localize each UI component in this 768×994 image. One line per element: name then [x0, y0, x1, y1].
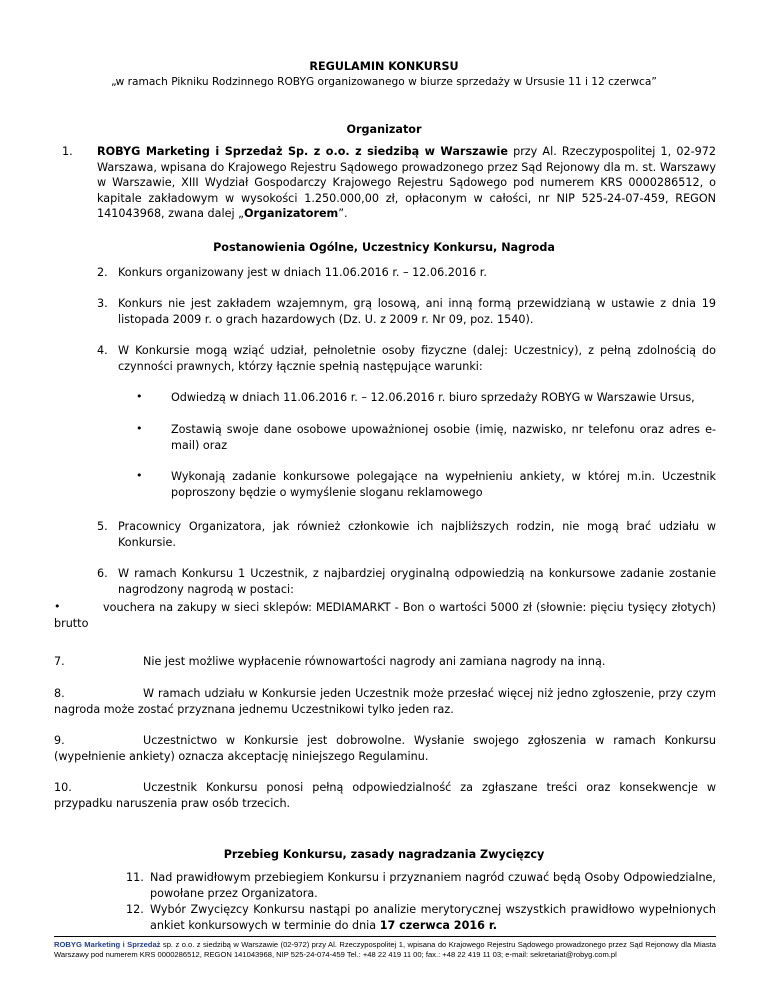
item-12-date: 17 czerwca 2016 r.: [379, 918, 498, 932]
condition-item-3: Wykonają zadanie konkursowe polegające na wypełnieniu ankiety, w której m.in. Uczestnik poproszony będzie o wymyślenie sloganu reklamowego: [171, 470, 716, 499]
bullet-icon: •: [136, 469, 143, 482]
item-10-text: Uczestnik Konkursu ponosi pełną odpowiedzialność za zgłaszane treści oraz konsekwencje w przypadku naruszenia praw osób trzecich.: [54, 781, 716, 810]
item-5-number: 5.: [97, 520, 108, 533]
item-1-organizator: Organizatorem: [243, 207, 339, 220]
item-1-end: ”.: [338, 207, 348, 220]
item-7-number: 7.: [54, 655, 65, 668]
item-6-text: W ramach Konkursu 1 Uczestnik, z najbardziej oryginalną odpowiedzią na konkursowe zadanie zostanie nagrodzony nagrodą w postaci:: [118, 567, 716, 596]
heading-organizator: Organizator: [346, 123, 422, 136]
item-12-body: Wybór Zwycięzcy Konkursu nastąpi po analizie merytorycznej wszystkich prawidłowo wypełnionych ankiet konkursowych w terminie do dnia: [150, 903, 716, 932]
bullet-icon: •: [54, 600, 61, 613]
item-10-number: 10.: [54, 781, 72, 794]
item-12-text: [150, 902, 716, 933]
item-6-number: 6.: [97, 567, 108, 580]
item-4-number: 4.: [97, 344, 108, 357]
item-2-number: 2.: [97, 266, 108, 279]
item-7-text: Nie jest możliwe wypłacenie równowartości nagrody ani zamiana nagrody na inną.: [143, 655, 606, 668]
item-1-text: [97, 144, 716, 222]
item-9-text: Uczestnictwo w Konkursie jest dobrowolne. Wysłanie swojego zgłoszenia w ramach Konkursu (wypełnienie ankiety) oznacza akceptację niniejszego Regulaminu.: [54, 734, 716, 763]
item-8-text: W ramach udziału w Konkursie jeden Uczestnik może przesłać więcej niż jedno zgłoszenie, przy czym nagroda może zostać przyznana jednemu Uczestnikowi tylko jeden raz.: [54, 687, 716, 716]
item-4-text: W Konkursie mogą wziąć udział, pełnoletnie osoby fizyczne (dalej: Uczestnicy), z pełną zdolnością do czynności prawnych, którzy łącznie spełnią następujące warunki:: [118, 344, 716, 373]
document-subtitle: „w ramach Pikniku Rodzinnego ROBYG organizowanego w biurze sprzedaży w Ursusie 11 i 12 czerwca”: [111, 76, 657, 88]
heading-postanowienia: Postanowienia Ogólne, Uczestnicy Konkursu, Nagroda: [213, 241, 555, 254]
footer-company: ROBYG Marketing i Sprzedaż: [54, 940, 161, 949]
item-5-text: Pracownicy Organizatora, jak również członkowie ich najbliższych rodzin, nie mogą brać udziału w Konkursie.: [118, 520, 716, 549]
item-3-text: Konkurs nie jest zakładem wzajemnym, grą losową, ani inną formą przewidzianą w ustawie z dnia 19 listopada 2009 r. o grach hazardowych (Dz. U. z 2009 r. Nr 09, poz. 1540).: [118, 297, 716, 326]
item-2-text: Konkurs organizowany jest w dniach 11.06.2016 r. – 12.06.2016 r.: [118, 266, 487, 279]
condition-item-1: Odwiedzą w dniach 11.06.2016 r. – 12.06.2016 r. biuro sprzedaży ROBYG w Warszawie Ursus,: [171, 391, 695, 404]
footer: [54, 940, 716, 961]
item-1-body: przy Al. Rzeczypospolitej 1, 02-972 Warszawa, wpisana do Krajowego Rejestru Sądowego prowadzonego przez Sąd Rejonowy dla m. st. Warszawy w Warszawie, XIII Wydział Gospodarczy Krajowego Rejestru Sądowego pod numerem KRS 0000286512, o kapitale zakładowym w wysokości 1.250.000,00 zł, opłaconym w całości, nr NIP 525-24-07-459, REGON 141043968, zwana dalej „: [97, 145, 716, 220]
item-1-company: ROBYG Marketing i Sprzedaż Sp. z o.o. z siedzibą w Warszawie: [97, 145, 508, 158]
bullet-icon: •: [136, 390, 143, 403]
document-title: REGULAMIN KONKURSU: [309, 60, 459, 73]
item-11-number: 11.: [126, 871, 144, 884]
item-11-text: Nad prawidłowym przebiegiem Konkursu i przyznaniem nagród czuwać będą Osoby Odpowiedzialne, powołane przez Organizatora.: [150, 871, 716, 900]
bullet-icon: •: [136, 422, 143, 435]
item-12-number: 12.: [126, 903, 144, 916]
footer-divider: [54, 936, 716, 937]
item-3-number: 3.: [97, 297, 108, 310]
item-1-number: 1.: [62, 145, 73, 158]
prize-description: vouchera na zakupy w sieci sklepów: MEDIAMARKT - Bon o wartości 5000 zł (słownie: pięciu tysięcy złotych) brutto: [54, 601, 716, 630]
condition-item-2: Zostawią swoje dane osobowe upoważnionej osobie (imię, nazwisko, nr telefonu oraz adres e-mail) oraz: [171, 423, 716, 452]
item-8-number: 8.: [54, 687, 65, 700]
heading-przebieg: Przebieg Konkursu, zasady nagradzania Zwycięzcy: [223, 848, 545, 861]
item-9-number: 9.: [54, 734, 65, 747]
footer-text: sp. z o.o. z siedzibą w Warszawie (02-972) przy Al. Rzeczypospolitej 1, wpisana do Krajowego Rejestru Sądowego prowadzonego przez Sąd Rejonowy dla Miasta Warszawy pod numerem KRS 0000286512, REGON 141043968, NIP 525-24-074-459 Tel.: +48 22 419 11 00; fax.: +48 22 419 11 03; e-mail: sekretariat@robyg.com.pl: [54, 940, 716, 960]
